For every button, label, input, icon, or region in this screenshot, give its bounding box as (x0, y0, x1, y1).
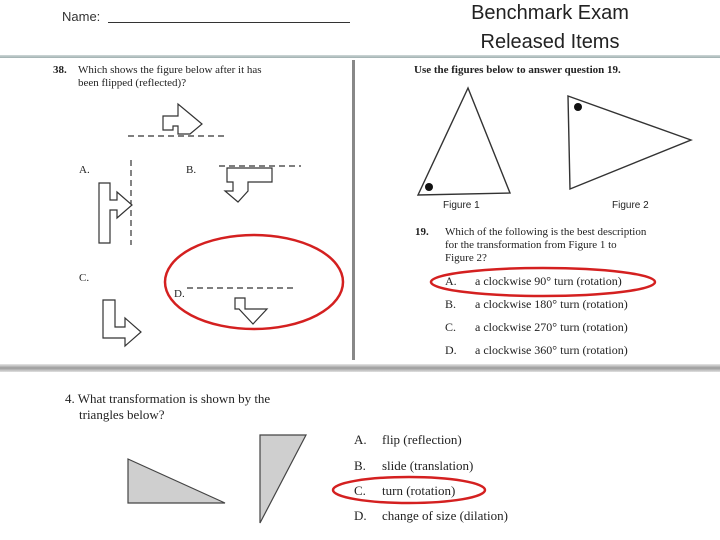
q38-number: 38. (53, 64, 67, 76)
q38-choice-b-figure (225, 168, 272, 202)
q38-original-arrow-figure (163, 104, 202, 134)
q38-choice-d-figure (235, 298, 267, 324)
q4-choice-b-text: slide (translation) (382, 458, 474, 473)
q19-choice-b-letter: B. (445, 297, 457, 311)
q38-figures (45, 60, 355, 362)
header-divider (0, 55, 720, 58)
question-19-panel (405, 60, 720, 362)
q19-choice-c-letter: C. (445, 320, 457, 334)
q19-prompt-line-1: Which of the following is the best description (445, 226, 647, 238)
q38-prompt-line-1: Which shows the figure below after it has (78, 64, 262, 76)
q19-prompt-line-2: for the transformation from Figure 1 to (445, 239, 617, 251)
figure-2-label: Figure 2 (612, 200, 649, 211)
page-title-line-1: Benchmark Exam (471, 2, 629, 24)
q4-prompt-line-2: triangles below? (79, 407, 165, 422)
section-divider (0, 364, 720, 372)
q4-choice-c-letter: C. (354, 483, 366, 498)
q19-prompt-line-3: Figure 2? (445, 252, 487, 264)
q19-choice-c-text: a clockwise 270° turn (rotation) (475, 320, 628, 334)
panel-divider (352, 60, 355, 360)
name-answer-line (108, 22, 350, 23)
q19-intro: Use the figures below to answer question 19. (414, 64, 621, 76)
q19-choice-a-letter: A. (445, 274, 457, 288)
page-title-line-2: Released Items (480, 31, 620, 53)
q19-figures (405, 60, 720, 362)
q19-choice-a-text: a clockwise 90° turn (rotation) (475, 274, 622, 288)
q38-choice-b-label: B. (186, 164, 197, 176)
figure-1-triangle (418, 88, 510, 195)
q19-choice-d-text: a clockwise 360° turn (rotation) (475, 343, 628, 357)
q38-choice-a-label: A. (79, 164, 90, 176)
q4-prompt-line-1: 4. What transformation is shown by the (65, 391, 271, 406)
q19-choice-c (445, 320, 628, 335)
q4-triangle-transformed (260, 435, 306, 523)
q4-choice-a-text: flip (reflection) (382, 432, 462, 447)
q4-choice-a (354, 432, 462, 448)
q19-choice-a (445, 274, 622, 289)
name-label: Name: (62, 9, 101, 24)
q4-choice-b-letter: B. (354, 458, 366, 473)
q38-prompt-line-2: been flipped (reflected)? (78, 77, 187, 89)
q4-highlight-layer (330, 470, 500, 506)
q4-choice-d-letter: D. (354, 508, 367, 523)
q38-choice-c-figure (103, 300, 141, 346)
q4-choice-d-text: change of size (dilation) (382, 508, 508, 523)
q4-choice-c-text: turn (rotation) (382, 483, 456, 498)
figure-1-dot (425, 183, 433, 191)
q4-answer-highlight-circle (333, 477, 485, 503)
q4-triangle-original (128, 459, 225, 503)
q19-choice-b (445, 297, 628, 312)
q4-choice-a-letter: A. (354, 432, 367, 447)
q4-choice-d (354, 508, 508, 524)
figure-1-label: Figure 1 (443, 200, 480, 211)
q19-number: 19. (415, 226, 429, 238)
q38-choice-d-label: D. (174, 288, 185, 300)
q38-choice-a-figure (99, 183, 132, 243)
question-38-panel (45, 60, 355, 362)
q19-choice-d (445, 343, 628, 358)
figure-2-triangle (568, 96, 691, 189)
q4-triangles (0, 420, 330, 540)
q19-choice-d-letter: D. (445, 343, 457, 357)
q38-choice-c-label: C. (79, 272, 90, 284)
figure-2-dot (574, 103, 582, 111)
q19-choice-b-text: a clockwise 180° turn (rotation) (475, 297, 628, 311)
